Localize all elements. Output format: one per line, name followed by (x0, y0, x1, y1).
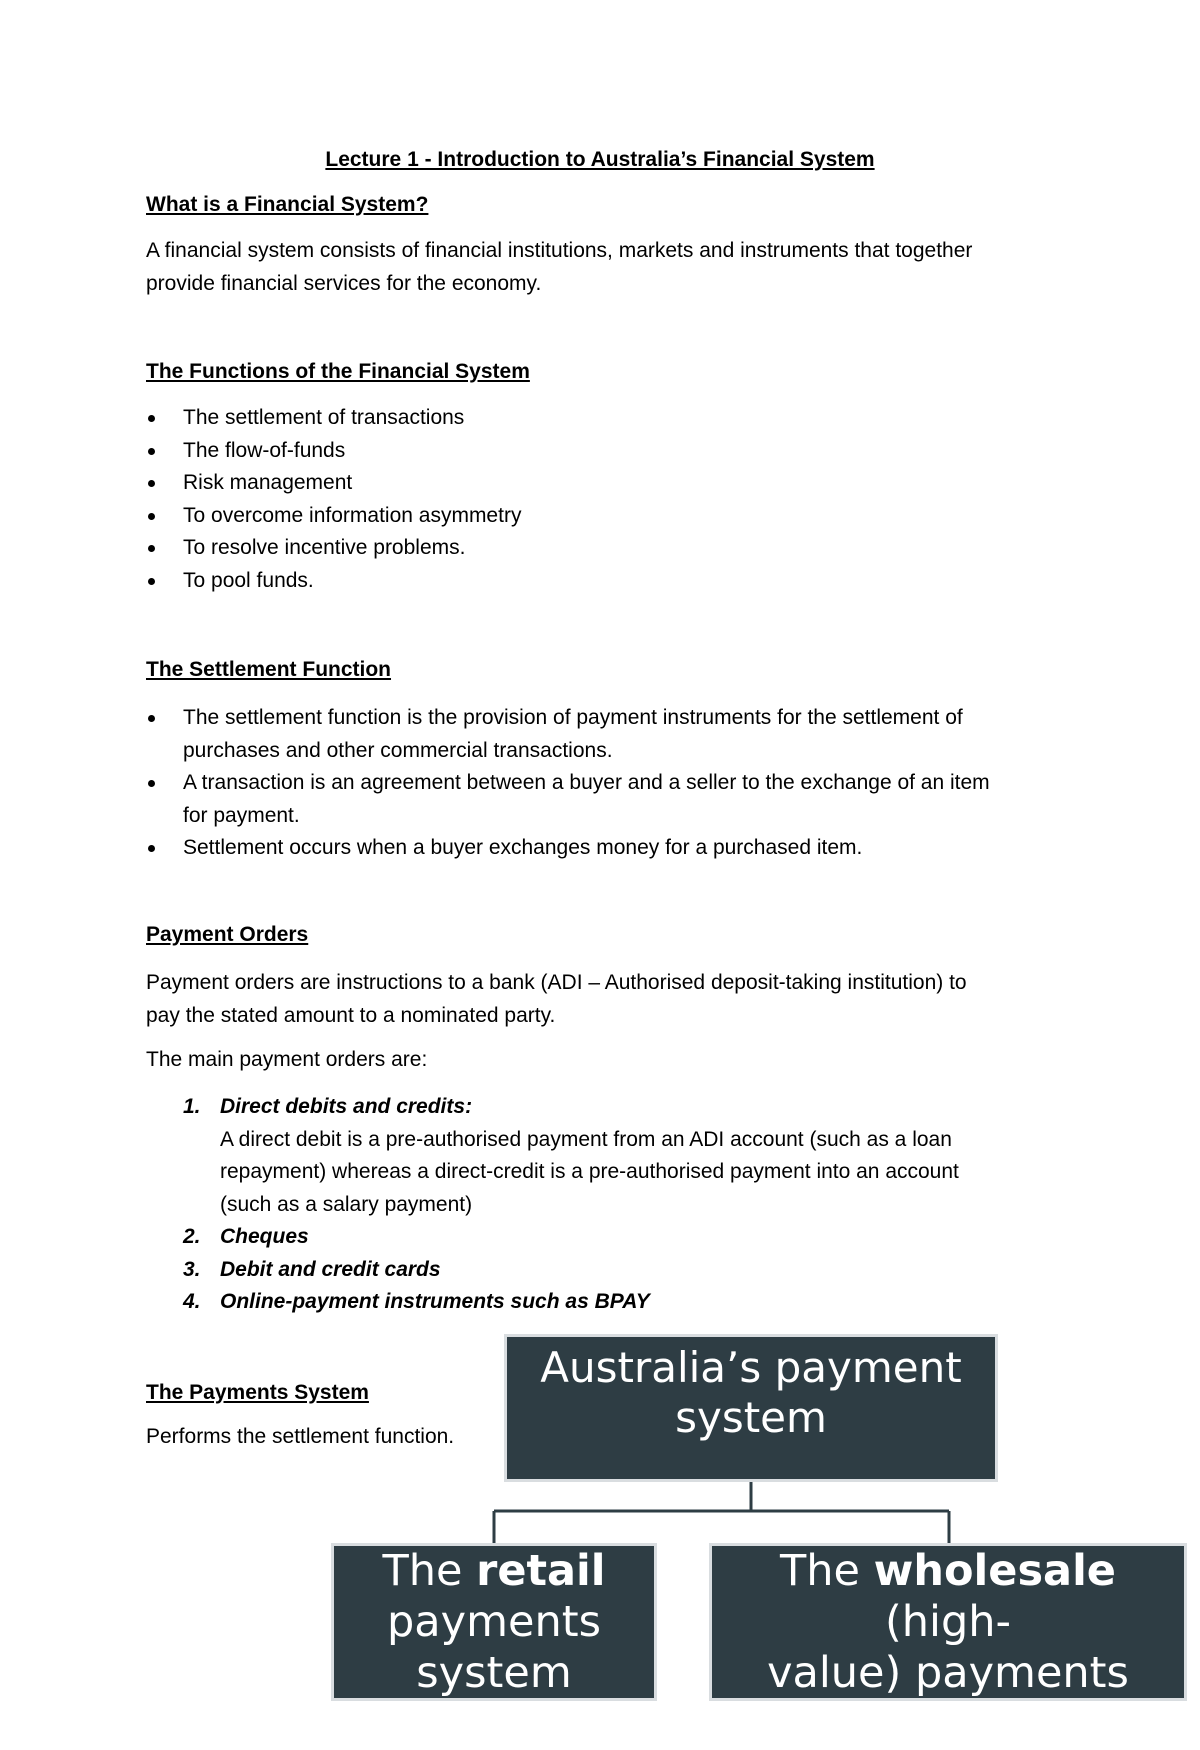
list-item-title: Debit and credit cards (220, 1257, 441, 1281)
list-item: To resolve incentive problems. (146, 532, 1046, 565)
what-is-heading: What is a Financial System? (146, 193, 429, 216)
what-is-line-1: A financial system consists of financial institutions, markets and instruments that together (146, 239, 973, 262)
diagram-box-payment-system: Australia’s payment system (507, 1337, 995, 1479)
list-item: Settlement occurs when a buyer exchanges money for a purchased item. (146, 832, 1046, 865)
payments-system-text: Performs the settlement function. (146, 1425, 455, 1448)
list-item: The flow-of-funds (146, 435, 1046, 468)
list-item: The settlement of transactions (146, 402, 1046, 435)
payment-orders-line-2: pay the stated amount to a nominated party. (146, 1004, 556, 1027)
list-item-title: Online-payment instruments such as BPAY (220, 1290, 650, 1313)
payments-system-heading: The Payments System (146, 1381, 369, 1404)
list-number: 2. (183, 1225, 201, 1248)
list-item: A transaction is an agreement between a buyer and a seller to the exchange of an item for payment. (146, 767, 1046, 832)
list-item: The settlement function is the provision of payment instruments for the settlement of purchases and other commercial transactions. (146, 702, 1046, 767)
list-item: 1. Direct debits and credits: A direct debit is a pre-authorised payment from an ADI account (such as a loan repayment) whereas a direct-credit is a pre-authorised payment into an account (such as a salary payment) (183, 1091, 1043, 1221)
list-number: 4. (183, 1290, 201, 1313)
functions-heading: The Functions of the Financial System (146, 360, 530, 383)
settlement-heading: The Settlement Function (146, 658, 392, 681)
list-item-title: Cheques (220, 1225, 309, 1248)
list-number: 1. (183, 1095, 201, 1118)
page-title: Lecture 1 - Introduction to Australia’s Financial System (325, 148, 875, 171)
payment-orders-heading: Payment Orders (146, 923, 309, 946)
list-item-title: Direct debits and credits: (220, 1095, 473, 1118)
what-is-line-2: provide financial services for the economy. (146, 272, 542, 295)
payment-orders-intro: The main payment orders are: (146, 1048, 428, 1071)
list-item: To overcome information asymmetry (146, 500, 1046, 533)
list-number: 3. (183, 1257, 201, 1281)
payment-orders-line-1: Payment orders are instructions to a bank (ADI – Authorised deposit-taking institution) to (146, 971, 967, 994)
diagram-box-retail: The retail payments system (334, 1546, 654, 1698)
diagram-box-wholesale: The wholesale (high- value) payments system (712, 1546, 1184, 1698)
list-item: To pool funds. (146, 565, 1046, 598)
list-item: Risk management (146, 467, 1046, 500)
